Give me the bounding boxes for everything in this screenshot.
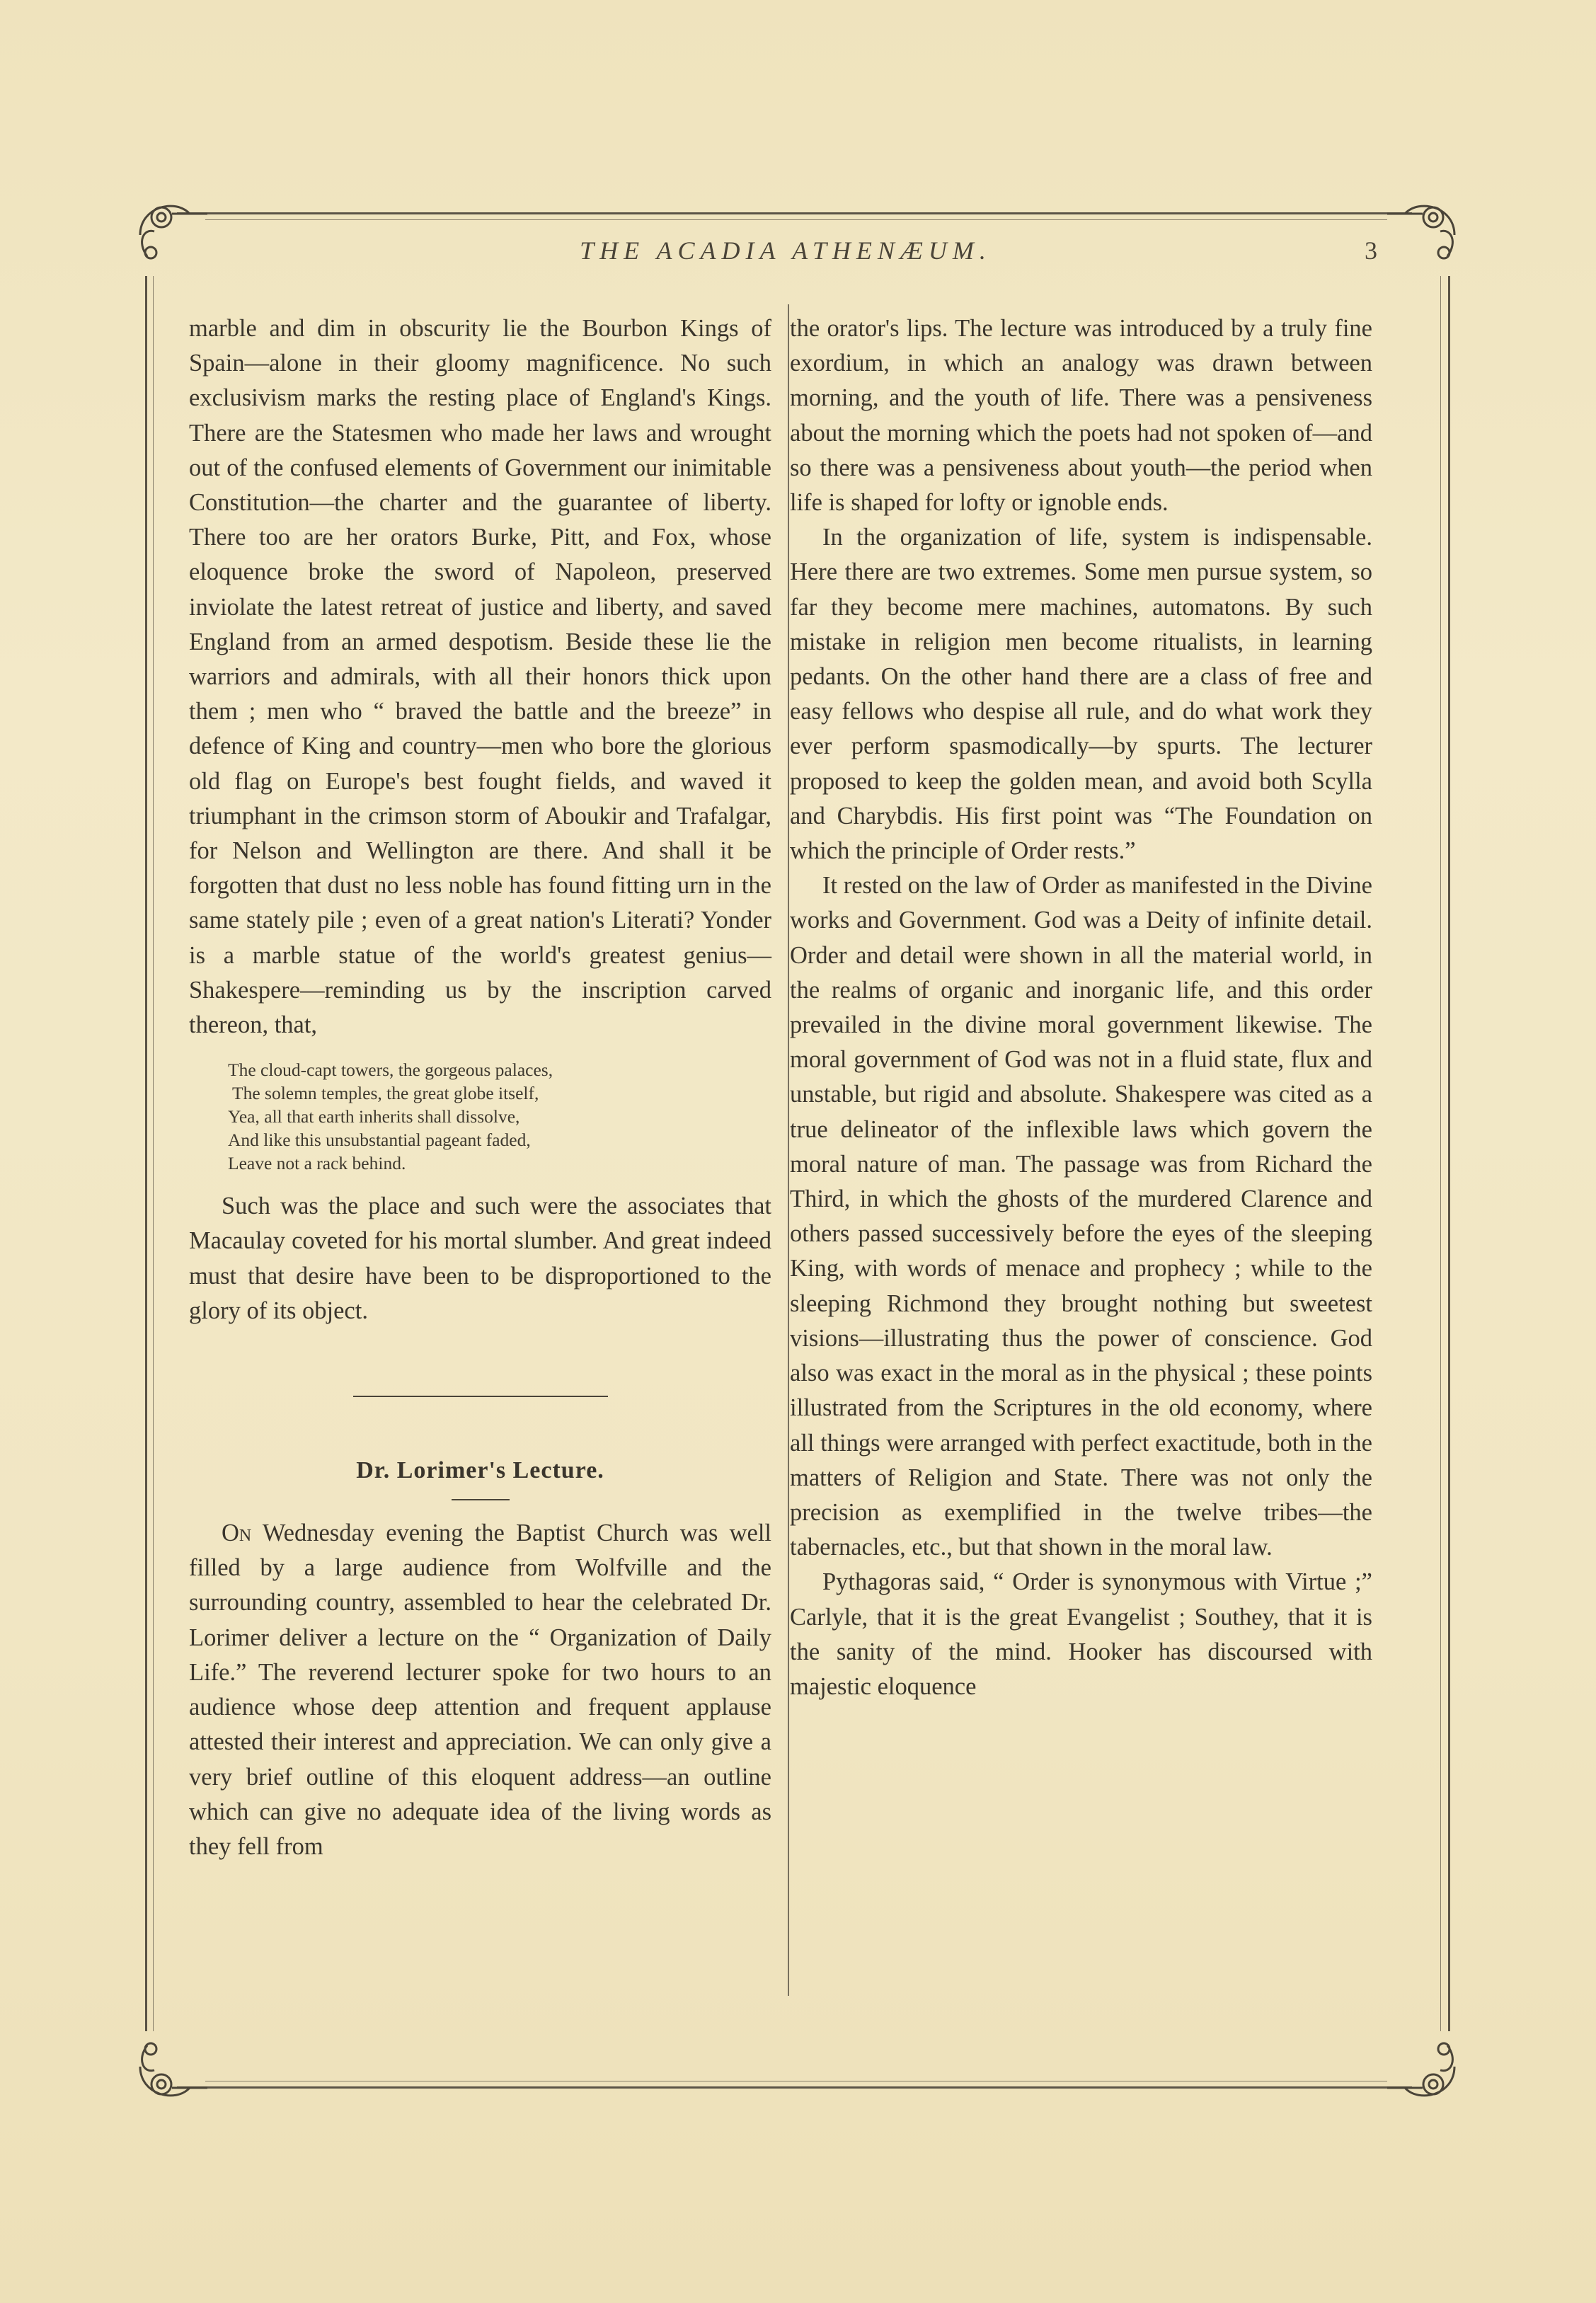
right-column <box>790 311 1372 1704</box>
left-column <box>189 311 771 1864</box>
corner-scroll-ornament-bottom-left <box>133 2031 211 2109</box>
title-underline-rule <box>452 1499 510 1500</box>
section-divider-rule <box>353 1396 608 1397</box>
section-title: Dr. Lorimer's Lecture. <box>356 1457 604 1484</box>
column-divider <box>788 304 789 1996</box>
left-paragraph-1: marble and dim in obscurity lie the Bourbon Kings of Spain—alone in their gloomy magnificence. No such exclusivism marks the resting place of England's Kings. There are the Statesmen who made her laws and wrought out of the confused elements of Government our inimitable Constitution—the charter and the guarantee of liberty. There too are her orators Burke, Pitt, and Fox, whose eloquence broke the sword of Napoleon, preserved inviolate the latest retreat of justice and liberty, and saved England from an armed despotism. Beside these lie the warriors and admirals, with all their honors thick upon them ; men who “ braved the battle and the breeze” in defence of King and country—men who bore the glorious old flag on Europe's best fought fields, and waved it triumphant in the crimson storm of Aboukir and Trafalgar, for Nelson and Wellington are there. And shall it be forgotten that dust no less noble has found fitting urn in the same stately pile ; even of a great nation's Literati? Yonder is a marble statue of the world's greatest genius—Shakespere—reminding us by the inscription carved thereon, that, <box>189 315 771 1039</box>
corner-scroll-ornament-bottom-right <box>1384 2031 1462 2109</box>
right-paragraph-2: In the organization of life, system is indispensable. Here there are two extremes. Some men pursue system, so far they become mere machines, automatons. By such mistake in religion men become ritualists, in learning pedants. On the other hand there are a class of free and easy fellows who despise all rule, and do what work they ever perform spasmodically—by spurts. The lecturer proposed to keep the golden mean, and avoid both Scylla and Charybdis. His first point was “The Foundation on which the principle of Order rests.” <box>790 524 1372 865</box>
poem-line: Yea, all that earth inherits shall dissolve, <box>228 1106 520 1127</box>
opening-word: On <box>222 1520 252 1547</box>
right-paragraph-4: Pythagoras said, “ Order is synonymous with Virtue ;” Carlyle, that it is the great Evangelist ; Southey, that it is the sanity of the mind. Hooker has discoursed with majestic eloquence <box>790 1568 1372 1700</box>
poem-line: The solemn temples, the great globe itself, <box>232 1083 539 1104</box>
corner-scroll-ornament-top-left <box>133 193 211 270</box>
page-number: 3 <box>1365 236 1377 265</box>
poem-line: Leave not a rack behind. <box>228 1153 406 1174</box>
left-paragraph-2: Such was the place and such were the associates that Macaulay coveted for his mortal slumber. And great indeed must that desire have been to be disproportioned to the glory of its object. <box>189 1193 771 1324</box>
frame-top-rule <box>177 212 1412 214</box>
right-paragraph-1: the orator's lips. The lecture was introduced by a truly fine exordium, in which an analogy was drawn between morning, and the youth of life. There was a pensiveness about the morning which the poets had not spoken of—and so there was a pensiveness about youth—the period when life is shaped for lofty or ignoble ends. <box>790 315 1372 517</box>
right-paragraph-3: It rested on the law of Order as manifested in the Divine works and Government. God was a Deity of infinite detail. Order and detail were shown in all the material world, in the realms of organic and inorganic life, and this order prevailed in the divine moral government likewise. The moral government of God was not in a fluid state, flux and unstable, but rigid and absolute. Shakespere was cited as a true delineator of the inflexible laws which govern the moral nature of man. The passage was from Richard the Third, in which the ghosts of the murdered Clarence and others passed successively before the eyes of the sleeping King, with words of menace and prophecy ; while to the sleeping Richmond they brought nothing but sweetest visions—illustrating thus the power of conscience. God also was exact in the moral as in the physical ; these points illustrated from the Scriptures in the old economy, where all things were arranged with perfect exactitude, both in the matters of Religion and State. There was not only the precision as exemplified in the twelve tribes—the tabernacles, etc., but that shown in the moral law. <box>790 872 1372 1561</box>
corner-scroll-ornament-top-right <box>1384 193 1462 270</box>
left-paragraph-3-text: Wednesday evening the Baptist Church was well filled by a large audience from Wolfville and the surrounding country, assembled to hear the celebrated Dr. Lorimer deliver a lecture on the “ Organization of Daily Life.” The reverend lecturer spoke for two hours to an audience whose deep attention and frequent applause attested their interest and appreciation. We can only give a very brief outline of this eloquent address—an outline which can give no adequate idea of the living words as they fell from <box>189 1520 771 1860</box>
poem-line: The cloud-capt towers, the gorgeous palaces, <box>228 1059 553 1081</box>
frame-right-rule <box>1448 276 1450 2031</box>
frame-top-rule-inner <box>205 219 1387 220</box>
running-head: THE ACADIA ATHENÆUM. <box>580 236 992 265</box>
shakespeare-quotation <box>228 1058 771 1175</box>
left-paragraph-3 <box>189 1516 771 1864</box>
poem-line: And like this unsubstantial pageant faded, <box>228 1130 531 1151</box>
frame-right-rule-inner <box>1440 276 1441 2031</box>
frame-left-rule-inner <box>153 276 154 2031</box>
frame-bottom-rule <box>177 2086 1412 2089</box>
frame-left-rule <box>145 276 147 2031</box>
